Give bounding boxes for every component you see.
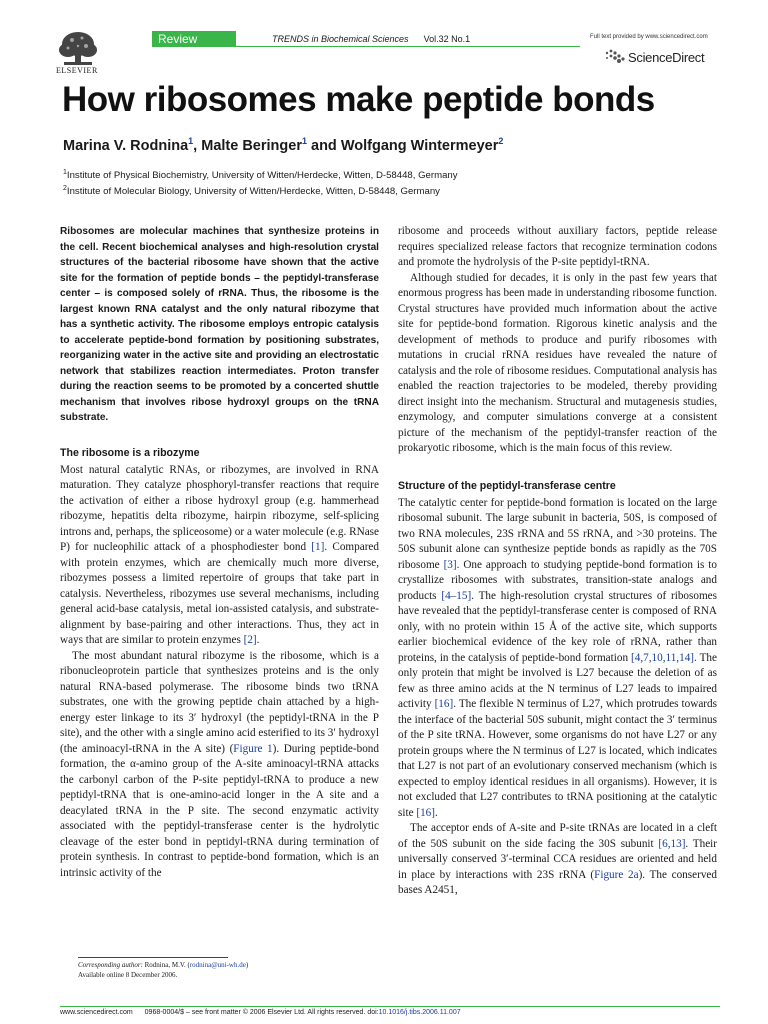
- body-paragraph: The catalytic center for peptide-bond formation is located on the large ribosomal subunit. The large subunit in bacteria, 50S, is composed of two RNA molecules, 23S rRNA and 5S rRNA, and >30 proteins. The 50S subunit alone can synthesize peptide bonds as rapidly as the 70S ribosome [3]. One approach to studying peptide-bond formation is to crystallize ribosomes with substrates, transition-state analogs and products [4–15]. The high-resolution crystal structures of ribosomes have revealed that the peptidyl-transferase center is composed of RNA only, with no protein within 15 Å of the active site, which supports earlier biochemical evidence of the key role of rRNA, rather than proteins, in the catalysis of peptide-bond formation [4,7,10,11,14]. The only protein that might be involved is L27 because the deletion of as few as three amino acids at the N terminus of L27 leads to impaired activity [16]. The flexible N terminus of L27, which protrudes towards the interface of the bacterial 50S subunit, might contact the 3′ terminus of the P site tRNA. However, some organisms do not have L27 or any protein groups where the N terminus of L27 is located, which indicates that L27 is not part of an evolutionary conserved mechanism (which is expected to employ identical residues in all organisms). However, it is not excluded that L27 contributes to tRNA positioning at the catalytic site [16].: [398, 496, 717, 819]
- copyright-text: 0968-0004/$ – see front matter © 2006 Elsevier Ltd. All rights reserved. doi:: [144, 1009, 379, 1016]
- citation-link[interactable]: [3]: [443, 558, 457, 571]
- citation-link[interactable]: [1]: [311, 541, 325, 553]
- author-separator: and: [306, 137, 341, 154]
- footnote-label: Corresponding author:: [78, 961, 143, 969]
- figure-link[interactable]: Figure 1: [233, 742, 273, 755]
- body-paragraph: The acceptor ends of A-site and P-site tRNAs are located in a cleft of the 50S subunit on the side facing the 30S subunit [6,13]. Their universally conserved 3′-terminal CCA residues are oriented and held in place by interactions with 23S rRNA (Figure 2a). The conserved bases A2451,: [398, 822, 717, 896]
- author-affiliation-mark[interactable]: 1: [301, 136, 307, 146]
- citation-link[interactable]: [4,7,10,11,14]: [631, 651, 695, 664]
- affiliation: [63, 182, 458, 198]
- footnote-rule: [78, 957, 228, 958]
- body-paragraph: Although studied for decades, it is only in the past few years that enormous progress has been made in understanding ribosome function. Crystal structures have provided much information about the active site for peptide-bond formation. Rigorous kinetic analysis and the development of methods to produce and purify ribosomes with mutations in crucial rRNA residues have revealed the nature of catalysis and the role of ribosome residues. Computational analysis has enabled the reaction trajectories to be modeled, thereby providing direct insight into the mechanism. Structural and mutagenesis studies, enzymology, and computer simulations converge at a consistent picture of the mechanism of the peptidyl-transfer reaction of the prokaryotic ribosome, which is the main focus of this review.: [398, 271, 717, 454]
- citation-link[interactable]: [16]: [416, 806, 435, 819]
- sciencedirect-brand[interactable]: ScienceDirect: [628, 50, 705, 65]
- body-paragraph: Most natural catalytic RNAs, or ribozymes, are involved in RNA maturation. They catalyze phosphoryl-transfer reactions that require the activation of either a ribose hydroxyl group (e.g. hammerhead ribozyme, hepatitis delta ribozyme, hairpin ribozyme, self-splicing introns and, perhaps, the spliceosome) or a water molecule (e.g. RNase P) for nucleophilic attack of a phosphodiester bond [1]. Compared with protein enzymes, which are chemically much more diverse, ribozymes possess a limited repertoire of groups that take part in catalysis. Nevertheless, ribozymes use several mechanisms, including general acid-base catalysis, metal ion-assisted catalysis, and substrate-alignment by base-pairing and other interactions. Thus, they act in ways that are similar to protein enzymes [2].: [60, 463, 379, 646]
- bottom-line: [60, 1009, 461, 1016]
- citation-link[interactable]: [4–15]: [441, 589, 472, 602]
- page-header: [0, 0, 768, 80]
- affiliation-number: 1: [63, 169, 67, 176]
- site-link[interactable]: www.sciencedirect.com: [60, 1009, 133, 1016]
- section-heading: The ribosome is a ribozyme: [60, 446, 200, 459]
- right-column: [398, 224, 717, 899]
- doi-link[interactable]: 10.1016/j.tibs.2006.11.007: [378, 1009, 461, 1016]
- footnote-text: Rodnina, M.V. (: [142, 961, 190, 969]
- journal-volume: Vol.32 No.1: [423, 34, 471, 44]
- sciencedirect-dots-icon: [604, 48, 626, 66]
- abstract: Ribosomes are molecular machines that synthesize proteins in the cell. Recent biochemical analyses and high-resolution crystal structures of the bacterial ribosome have shown that the active site for the formation of peptide bonds – the peptidyl-transferase center – is composed solely of rRNA. Thus, the ribosome is the largest known RNA catalyst and the only natural ribozyme that has a synthetic activity. The ribosome employs entropic catalysis to accelerate peptide-bond formation by positioning substrates, reorganizing water in the active site and providing an electrostatic network that stabilizes reaction intermediates. Proton transfer during the reaction seems to be promoted by a concerted shuttle mechanism that involves ribose hydroxyl groups on the tRNA substrate.: [60, 226, 379, 423]
- affiliation-list: [63, 166, 458, 198]
- author-name: Marina V. Rodnina: [63, 137, 189, 154]
- author-list: [63, 136, 503, 154]
- citation-link[interactable]: [2]: [243, 634, 257, 646]
- affiliation: [63, 166, 458, 182]
- fulltext-note[interactable]: Full text provided by www.sciencedirect.com: [590, 34, 708, 40]
- footnote-close: ): [245, 961, 249, 969]
- section-tab: Review: [152, 31, 236, 47]
- footnote: [78, 960, 248, 980]
- author-name: Wolfgang Wintermeyer: [340, 137, 499, 154]
- author-affiliation-mark[interactable]: 1: [188, 136, 194, 146]
- author-separator: ,: [193, 137, 202, 154]
- affiliation-text: Institute of Physical Biochemistry, University of Witten/Herdecke, Witten, D-58448, Germany: [66, 170, 458, 182]
- affiliation-text: Institute of Molecular Biology, University of Witten/Herdecke, Witten, D-58448, Germany: [66, 186, 440, 198]
- header-rule: [232, 46, 580, 47]
- body-paragraph: The most abundant natural ribozyme is the ribosome, which is a ribonucleoprotein particle that synthesizes proteins and is the only natural RNA-based polymerase. The ribosome binds two tRNA substrates, one with the growing peptide chain attached by a high-energy ester linkage to its 3′ hydroxyl (the peptidyl-tRNA in the P site), and the other with a single amino acid esterified to its 3′ hydroxyl (the aminoacyl-tRNA in the A site) (Figure 1). During peptide-bond formation, the α-amino group of the A-site aminoacyl-tRNA attacks the carbonyl carbon of the P-site peptidyl-tRNA to produce a new peptidyl-tRNA that is one-amino-acid longer in the A site and a deacylated tRNA in the P site. The second enzymatic activity associated with the peptidyl-transferase center is the hydrolytic cleavage of the ester bond in peptidyl-tRNA during termination of protein synthesis. In contrast to peptide-bond formation, which is an intrinsic activity of the: [60, 649, 379, 879]
- journal-name: TRENDS in Biochemical Sciences: [272, 34, 409, 44]
- affiliation-number: 2: [63, 185, 67, 193]
- author-name: Malte Beringer: [201, 137, 302, 154]
- article-title: How ribosomes make peptide bonds: [62, 80, 655, 119]
- available-online: Available online 8 December 2006.: [78, 971, 178, 979]
- left-column: [60, 224, 379, 881]
- section-heading: Structure of the peptidyl-transferase centre: [398, 479, 616, 492]
- body-paragraph: ribosome and proceeds without auxiliary factors, peptide release requires specialized release factors that recognize termination codons and promote the hydrolysis of the P-site peptidyl-tRNA.: [398, 225, 717, 268]
- journal-line: [272, 34, 470, 44]
- figure-link[interactable]: Figure 2a: [594, 868, 639, 881]
- citation-link[interactable]: [6,13]: [658, 837, 686, 850]
- author-email-link[interactable]: rodnina@uni-wh.de: [189, 961, 246, 969]
- author-affiliation-mark[interactable]: 2: [498, 136, 504, 146]
- bottom-rule: [60, 1006, 720, 1007]
- publisher-name: ELSEVIER: [56, 66, 98, 75]
- citation-link[interactable]: [16]: [434, 698, 454, 710]
